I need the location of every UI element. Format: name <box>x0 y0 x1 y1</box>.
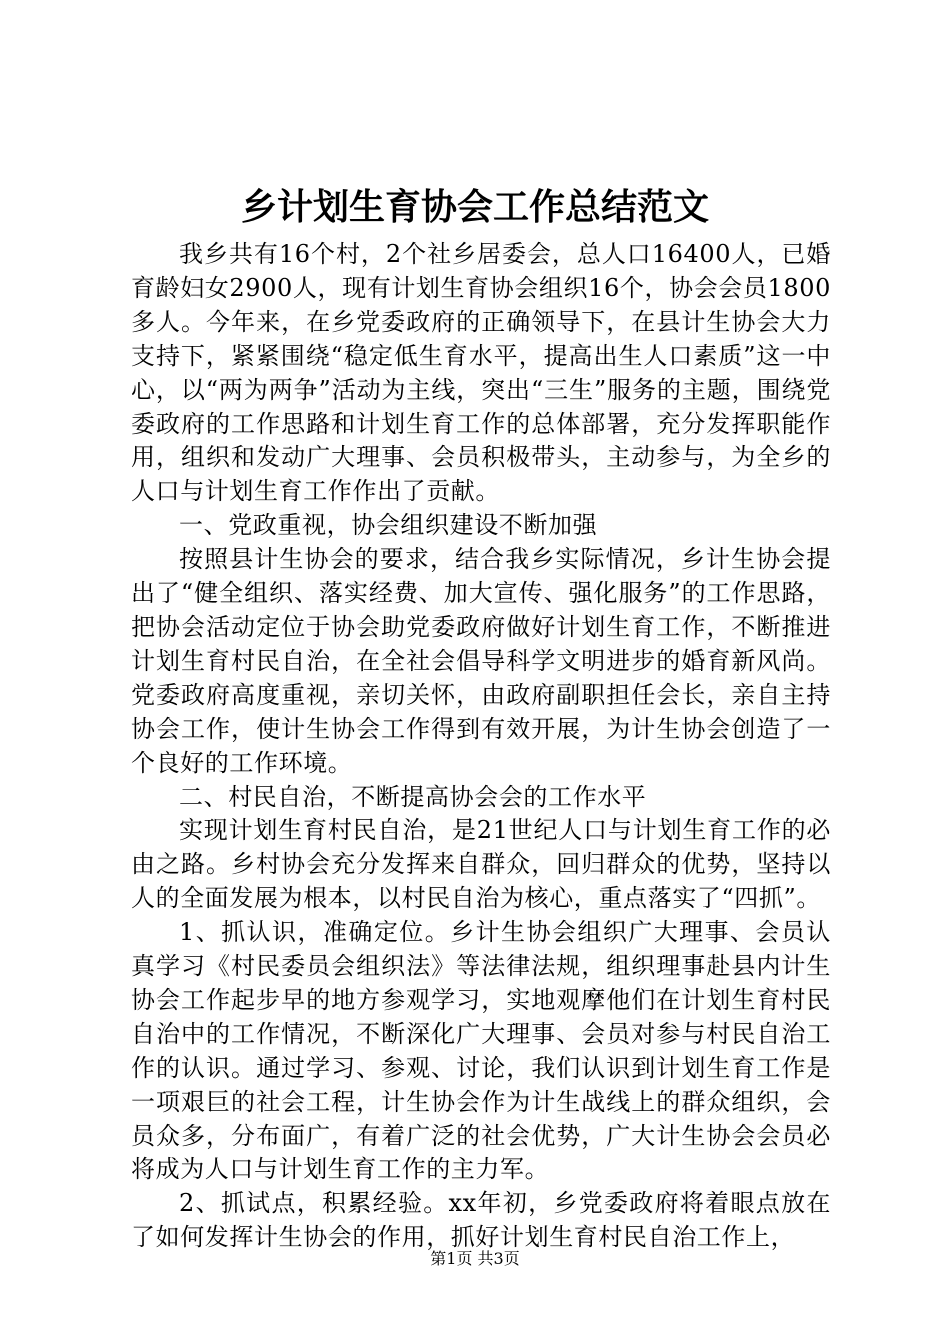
section-heading-2: 二、村民自治，不断提高协会会的工作水平 <box>179 782 647 811</box>
section-heading-1: 一、党政重视，协会组织建设不断加强 <box>179 511 598 540</box>
paragraph-item-2: 2、抓试点，积累经验。xx年初，乡党委政府将着眼点放在了如何发挥计生协会的作用，抓好计划生育村民自治工作上， <box>131 1189 831 1252</box>
document-title: 乡计划生育协会工作总结范文 <box>240 187 709 228</box>
paragraph-item-1: 1、抓认识，准确定位。乡计生协会组织广大理事、会员认真学习《村民委员会组织法》等法律法规，组织理事赴县内计生协会工作起步早的地方参观学习，实地观摩他们在计划生育村民自治中的工作情况，不断深化广大理事、会员对参与村民自治工作的认识。通过学习、参观、讨论，我们认识到计划生育工作是一项艰巨的社会工程，计生协会作为计生战线上的群众组织，会员众多，分布面广，有着广泛的社会优势，广大计生协会会员必将成为人口与计划生育工作的主力军。 <box>131 918 831 1184</box>
document-body <box>131 238 831 1255</box>
paragraph-section-2: 实现计划生育村民自治，是21世纪人口与计划生育工作的必由之路。乡村协会充分发挥来自群众，回归群众的优势，坚持以人的全面发展为根本，以村民自治为核心，重点落实了“四抓”。 <box>131 816 831 913</box>
paragraph-intro: 我乡共有16个村，2个社乡居委会，总人口16400人，已婚育龄妇女2900人，现有计划生育协会组织16个，协会会员1800多人。今年来，在乡党委政府的正确领导下，在县计生协会大力支持下，紧紧围绕“稳定低生育水平，提高出生人口素质”这一中心，以“两为两争”活动为主线，突出“三生”服务的主题，围绕党委政府的工作思路和计划生育工作的总体部署，充分发挥职能作用，组织和发动广大理事、会员积极带头，主动参与，为全乡的人口与计划生育工作作出了贡献。 <box>131 240 831 506</box>
paragraph-section-1: 按照县计生协会的要求，结合我乡实际情况，乡计生协会提出了“健全组织、落实经费、加大宣传、强化服务”的工作思路，把协会活动定位于协会助党委政府做好计划生育工作，不断推进计划生育村民自治，在全社会倡导科学文明进步的婚育新风尚。党委政府高度重视，亲切关怀，由政府副职担任会长，亲自主持协会工作，使计生协会工作得到有效开展，为计生协会创造了一个良好的工作环境。 <box>131 545 831 777</box>
page-indicator: 第1页 共3页 <box>430 1249 520 1268</box>
